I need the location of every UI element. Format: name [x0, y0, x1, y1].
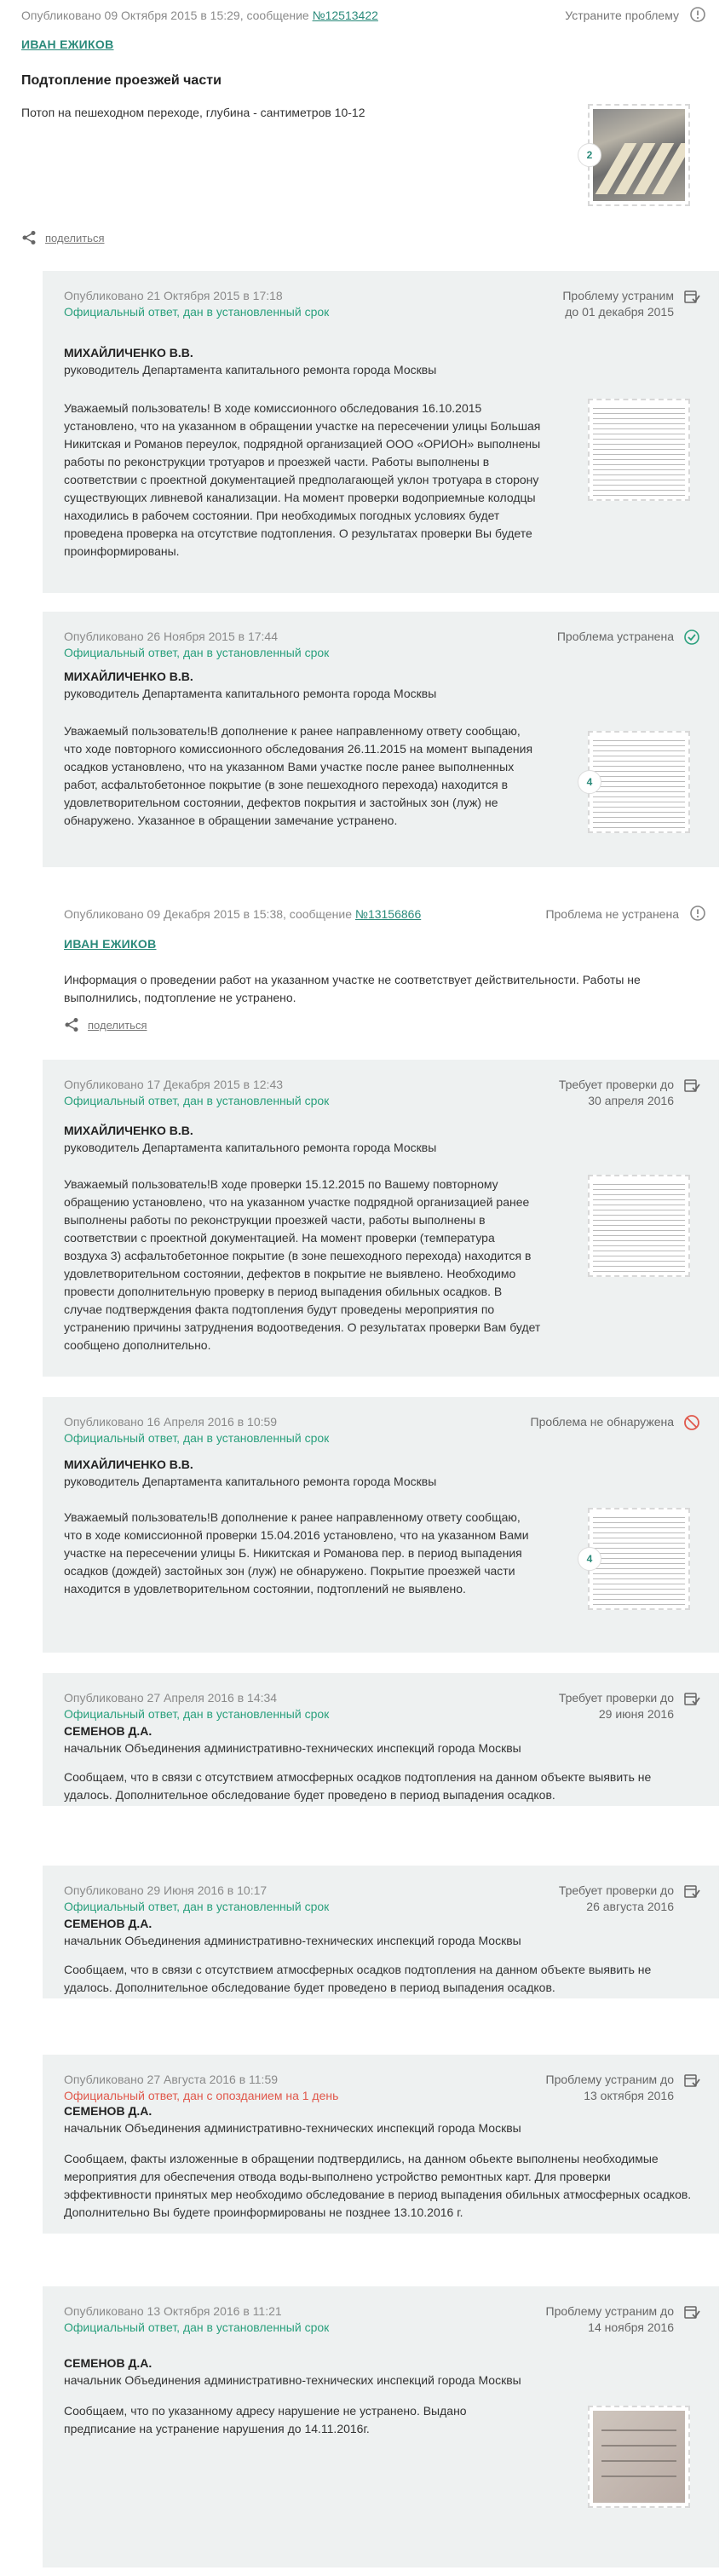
message-link[interactable]: №12513422	[312, 9, 378, 22]
official-response-card	[43, 271, 719, 593]
card-subtitle: Официальный ответ, дан в установленный срок	[64, 646, 330, 659]
card-status: Проблему устраним до	[545, 2073, 674, 2086]
post-body: Потоп на пешеходном переходе, глубина - сантиметров 10-12	[21, 106, 365, 119]
photo-count: 2	[578, 143, 601, 167]
card-meta: Опубликовано 27 Апреля 2016 в 14:34	[64, 1691, 278, 1705]
responder-name: СЕМЕНОВ Д.А.	[64, 2104, 152, 2118]
responder-name: МИХАЙЛИЧЕНКО В.В.	[64, 670, 193, 683]
author-link[interactable]: ИВАН ЕЖИКОВ	[21, 37, 114, 51]
calendar-check-icon	[683, 1690, 700, 1707]
responder-role: руководитель Департамента капитального ремонта города Москвы	[64, 363, 437, 377]
official-response-card	[43, 1866, 719, 1998]
card-status: Проблема не обнаружена	[530, 1415, 674, 1429]
official-response-card	[43, 612, 719, 867]
responder-name: МИХАЙЛИЧЕНКО В.В.	[64, 1458, 193, 1471]
post-photo-thumb[interactable]	[588, 104, 690, 206]
card-subtitle-late: Официальный ответ, дан с опозданием на 1 день	[64, 2089, 339, 2102]
official-response-card	[43, 2286, 719, 2567]
card-subtitle: Официальный ответ, дан в установленный срок	[64, 1094, 330, 1107]
card-status-date: 14 ноября 2016	[588, 2320, 674, 2334]
responder-name: МИХАЙЛИЧЕНКО В.В.	[64, 346, 193, 359]
response-text: Сообщаем, что по указанному адресу нарушение не устранено. Выдано предписание на устранение нарушения до 14.11.2016г.	[64, 2404, 467, 2435]
card-status-date: 13 октября 2016	[584, 2089, 674, 2102]
card-meta: Опубликовано 13 Октября 2016 в 11:21	[64, 2304, 282, 2318]
card-status: Требует проверки до	[558, 1883, 674, 1897]
document-photo-thumb[interactable]	[588, 2406, 690, 2508]
road-photo	[593, 109, 685, 201]
responder-name: СЕМЕНОВ Д.А.	[64, 2356, 152, 2370]
response-text: Сообщаем, факты изложенные в обращении подтвердились, на данном обьекте выполнены необходимые мероприятия для обеспечения отвода воды-выполнено устройство ремонтных карт. Для проверки эффективности принятых мер необходимо обследование в период выпадения обильных атмосферных осадков. Дополнительно Вы будете проинформированы не позднее 13.10.2016 г.	[64, 2152, 692, 2219]
response-text: Уважаемый пользователь! В ходе комиссионного обследования 16.10.2015 установлено, что на указанном в обращении участке на пересечении улицы Большая Никитская и Романов переулок, подрядной организацией ООО «ОРИОН» выполнены работы по реконструкции тротуаров и проезжей части. Работы выполнены в соответствии с проектной документацией предполагающей уклон тротуара в сторону существующих ливневой канализации. На момент проверки водоприемные колодцы находились в рабочем состоянии. При необходимых погодных условиях будет проведена проверка на отсутствие подтопления. О результатах проверки Вы будете проинформированы.	[64, 401, 541, 558]
responder-name: МИХАЙЛИЧЕНКО В.В.	[64, 1124, 193, 1137]
card-status: Проблему устраним до	[545, 2304, 674, 2318]
comment-status: Проблема не устранена	[545, 907, 679, 921]
card-meta: Опубликовано 29 Июня 2016 в 10:17	[64, 1883, 268, 1897]
official-response-card	[43, 2055, 719, 2234]
official-response-card	[43, 1060, 719, 1377]
responder-role: руководитель Департамента капитального ремонта города Москвы	[64, 687, 437, 700]
responder-role: начальник Объединения административно-технических инспекций города Москвы	[64, 1934, 521, 1947]
responder-name: СЕМЕНОВ Д.А.	[64, 1917, 152, 1930]
calendar-check-icon	[683, 2072, 700, 2089]
card-meta: Опубликовано 26 Ноября 2015 в 17:44	[64, 630, 279, 643]
document-thumb[interactable]	[588, 731, 690, 833]
responder-role: начальник Объединения административно-технических инспекций города Москвы	[64, 1741, 521, 1755]
response-text: Сообщаем, что в связи с отсутствием атмосферных осадков подтопления на данном объекте выявить не удалось. Дополнительное обследование будет проведено в период выпадения осадков.	[64, 1770, 652, 1802]
document-image	[593, 404, 685, 496]
card-status-date: 30 апреля 2016	[588, 1094, 674, 1107]
responder-role: начальник Объединения административно-технических инспекций города Москвы	[64, 2373, 521, 2387]
card-status: Проблема устранена	[556, 630, 674, 643]
share-icon	[64, 1017, 79, 1032]
calendar-check-icon	[683, 1883, 700, 1900]
card-meta: Опубликовано 27 Августа 2016 в 11:59	[64, 2073, 279, 2086]
card-status-date: 29 июня 2016	[598, 1707, 674, 1721]
response-text: Уважаемый пользователь!В ходе проверки 15.12.2015 по Вашему повторному обращению установлено, что на указанном участке подрядной организацией ранее выполнены работы по реконструкции проезжей части, работы выполнены в соответствии с проектной документацией. На момент проверки (температура воздуха 3) асфальтобетонное покрытие (в зоне пешеходного перехода) находится в удовлетворительном состоянии, дефектов в покрытие не выявлено. Необходимо провести дополнительную проверку в период выпадения обильных осадков. В случае подтверждения факта подтопления будут проведены мероприятия по устранению причины затруднения водоотведения. О результатах проверки Вам будет сообщено дополнительно.	[64, 1177, 541, 1352]
card-subtitle: Официальный ответ, дан в установленный срок	[64, 1707, 330, 1721]
card-meta: Опубликовано 16 Апреля 2016 в 10:59	[64, 1415, 278, 1429]
card-status: Требует проверки до	[558, 1691, 674, 1705]
official-response-card	[43, 1397, 719, 1653]
share-button[interactable]	[21, 230, 104, 245]
response-text: Сообщаем, что в связи с отсутствием атмосферных осадков подтопления на данном объекте выявить не удалось. Дополнительное обследование будет проведено в период выпадения осадков.	[64, 1963, 652, 1994]
post-meta: Опубликовано 09 Октября 2015 в 15:29, сообщение №12513422	[21, 9, 378, 22]
calendar-check-icon	[683, 2303, 700, 2320]
responder-role: начальник Объединения административно-технических инспекций города Москвы	[64, 2121, 521, 2135]
alert-circle-icon[interactable]	[689, 6, 706, 23]
document-image	[593, 1513, 685, 1605]
fix-problem-label: Устраните проблему	[565, 9, 679, 22]
post-title: Подтопление проезжей части	[21, 73, 222, 88]
card-subtitle: Официальный ответ, дан в установленный срок	[64, 2320, 330, 2334]
check-circle-icon	[683, 629, 700, 646]
card-meta: Опубликовано 21 Октября 2015 в 17:18	[64, 289, 283, 302]
response-text: Уважаемый пользователь!В дополнение к ранее направленному ответу сообщаю, что ходе повторного комиссионного обследования 26.11.2015 на момент выпадения осадков установлено, что на указанном Вами участке после ранее выполненных работ, асфальтобетонное покрытие (в зоне пешеходного перехода) находится в удовлетворительном состоянии, дефектов покрытия и застойных зон (луж) не обнаружено. Указанное в обращении замечание устранено.	[64, 724, 533, 827]
card-status-date: до 01 декабря 2015	[565, 305, 674, 319]
card-status: Требует проверки до	[558, 1078, 674, 1091]
message-link[interactable]: №13156866	[354, 907, 422, 921]
share-button[interactable]	[64, 1017, 147, 1032]
comment-meta: Опубликовано 09 Декабря 2015 в 15:38, сообщение №13156866	[64, 907, 422, 921]
comment-body: Информация о проведении работ на указанном участке не соответствует действительности. Работы не выполнились, подтопление не устранено.	[64, 973, 641, 1004]
author-link[interactable]: ИВАН ЕЖИКОВ	[64, 937, 157, 951]
responder-role: руководитель Департамента капитального ремонта города Москвы	[64, 1475, 437, 1488]
calendar-check-icon	[683, 1077, 700, 1094]
paper-photo	[593, 2411, 685, 2503]
response-text: Уважаемый пользователь!В дополнение к ранее направленному ответу сообщаю, что в ходе комиссионной проверки 15.04.2016 установлено, что на указанном Вами участке на пересечении улицы Б. Никитская и Романова пер. в период выпадения осадков (дождей) застойных зон (луж) не обнаружено. Покрытие проезжей части находится в удовлетворительном состоянии, подтоплений не выявлено.	[64, 1510, 529, 1596]
card-subtitle: Официальный ответ, дан в установленный срок	[64, 1431, 330, 1445]
responder-role: руководитель Департамента капитального ремонта города Москвы	[64, 1141, 437, 1154]
card-subtitle: Официальный ответ, дан в установленный срок	[64, 305, 330, 319]
official-response-card	[43, 1673, 719, 1806]
document-thumb[interactable]	[588, 1508, 690, 1610]
card-status-date: 26 августа 2016	[586, 1900, 674, 1913]
card-meta: Опубликовано 17 Декабря 2015 в 12:43	[64, 1078, 284, 1091]
calendar-check-icon	[683, 288, 700, 305]
alert-circle-icon	[689, 905, 706, 922]
share-label: поделиться	[88, 1018, 147, 1032]
card-subtitle: Официальный ответ, дан в установленный срок	[64, 1900, 330, 1913]
document-image	[593, 736, 685, 828]
document-thumb[interactable]	[588, 1175, 690, 1277]
responder-name: СЕМЕНОВ Д.А.	[64, 1724, 152, 1738]
card-status: Проблему устраним	[562, 289, 674, 302]
document-thumb[interactable]	[588, 399, 690, 501]
photo-count: 4	[578, 770, 601, 794]
share-label: поделиться	[45, 231, 105, 244]
photo-count: 4	[578, 1547, 601, 1571]
prohibited-icon	[683, 1414, 700, 1431]
document-image	[593, 1180, 685, 1272]
share-icon	[21, 230, 37, 245]
